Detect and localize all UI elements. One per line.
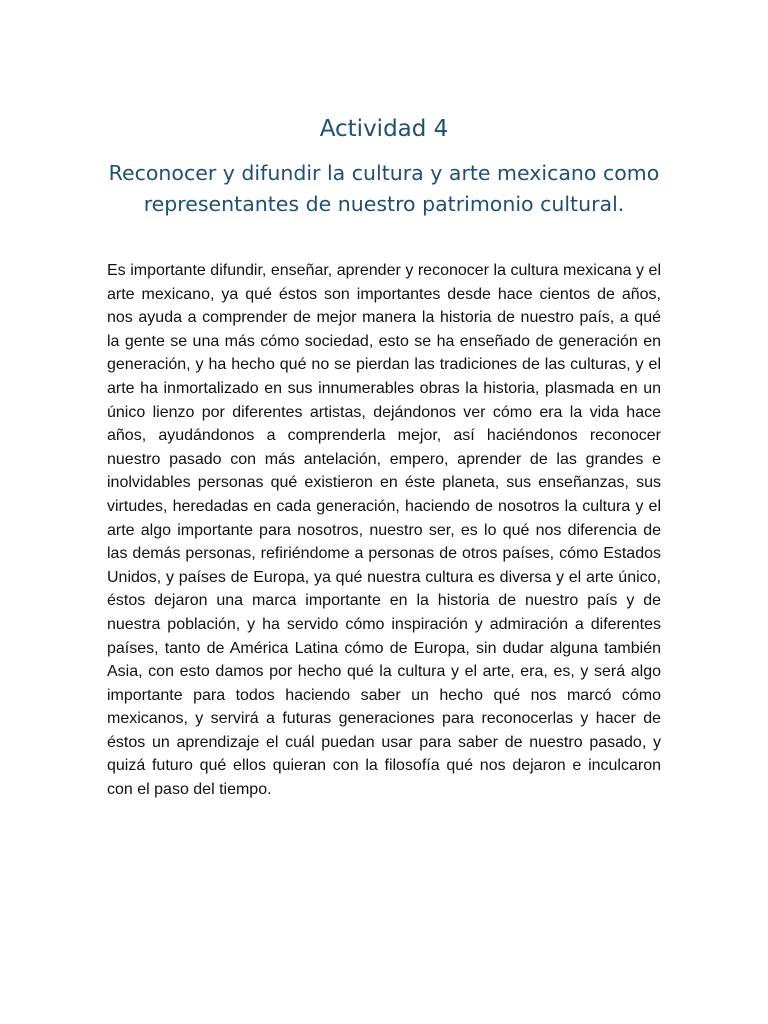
document-subtitle: Reconocer y difundir la cultura y arte mexicano como representantes de nuestro patrimonio cultural.: [108, 161, 660, 216]
document-title: Actividad 4: [319, 116, 449, 142]
document-body-paragraph: Es importante difundir, enseñar, aprender y reconocer la cultura mexicana y el arte mexicano, ya qué éstos son importantes desde hace cientos de años, nos ayuda a comprender de mejor manera la historia de nuestro país, a qué la gente se una más cómo sociedad, esto se ha enseñado de generación en generación, y ha hecho qué no se pierdan las tradiciones de las culturas, y el arte ha inmortalizado en sus innumerables obras la historia, plasmada en un único lienzo por diferentes artistas, dejándonos ver cómo era la vida hace años, ayudándonos a comprenderla mejor, así haciéndonos reconocer nuestro pasado con más antelación, empero, aprender de las grandes e inolvidables personas qué existieron en éste planeta, sus enseñanzas, sus virtudes, heredadas en cada generación, haciendo de nosotros la cultura y el arte algo importante para nosotros, nuestro ser, es lo qué nos diferencia de las demás personas, refiriéndome a personas de otros países, cómo Estados Unidos, y países de Europa, ya qué nuestra cultura es diversa y el arte único, éstos dejaron una marca importante en la historia de nuestro país y de nuestra población, y ha servido cómo inspiración y admiración a diferentes países, tanto de América Latina cómo de Europa, sin dudar alguna también Asia, con esto damos por hecho qué la cultura y el arte, era, es, y será algo importante para todos haciendo saber un hecho qué nos marcó cómo mexicanos, y servirá a futuras generaciones para reconocerlas y hacer de éstos un aprendizaje el cuál puedan usar para saber de nuestro pasado, y quizá futuro qué ellos quieran con la filosofía qué nos dejaron e inculcaron con el paso del tiempo.: [107, 262, 661, 799]
